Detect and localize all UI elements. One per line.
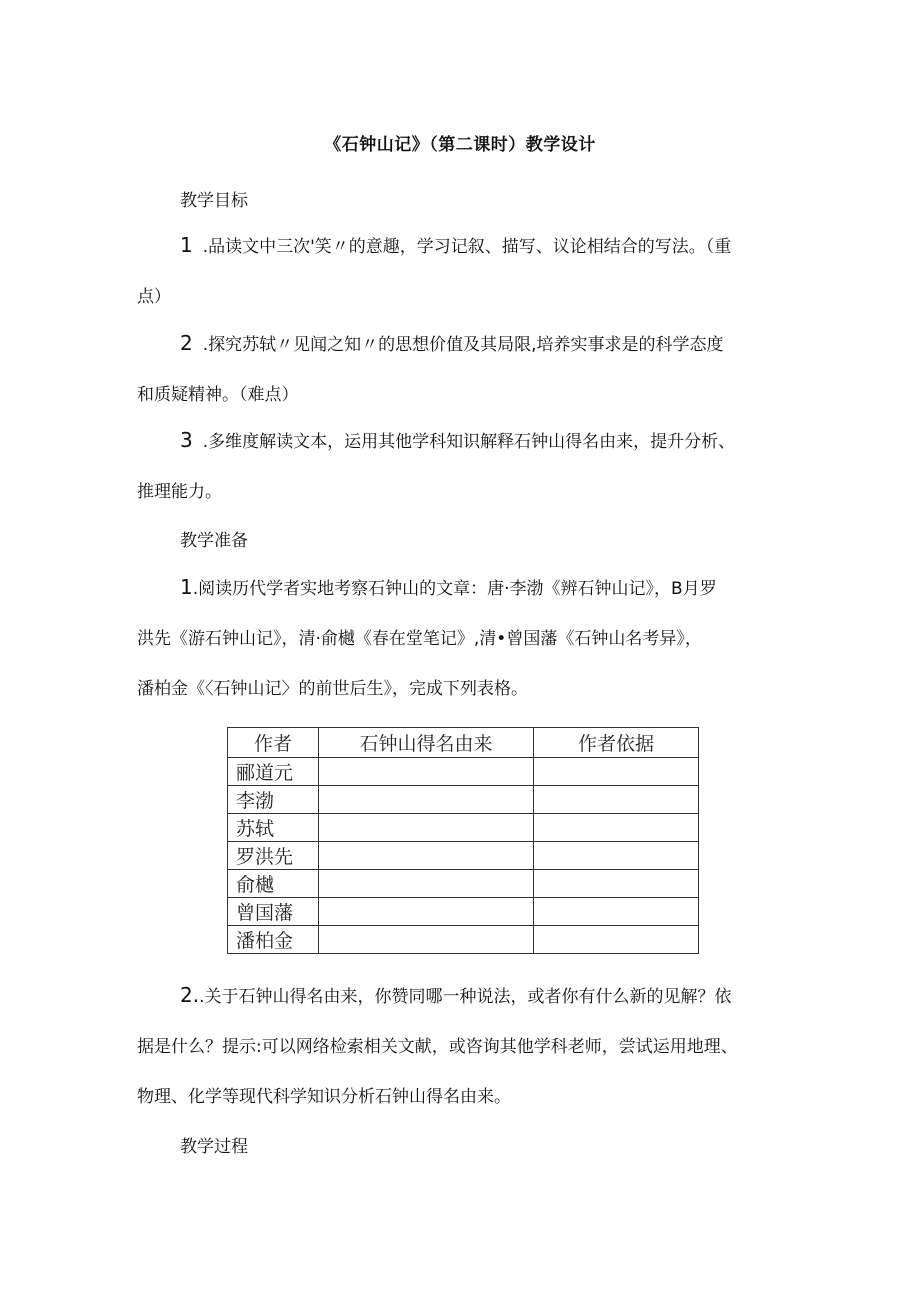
item-text-cont: 推理能力。 bbox=[137, 482, 222, 502]
table-header-row bbox=[228, 728, 699, 758]
item-text: .关于石钟山得名由来，你赞同哪一种说法，或者你有什么新的见解？依 bbox=[199, 987, 732, 1007]
item-text-cont: 据是什么？提示:可以网络检索相关文献，或咨询其他学科老师，尝试运用地理、 bbox=[137, 1037, 738, 1057]
origin-cell[interactable] bbox=[319, 870, 534, 898]
item-number: 3 bbox=[180, 428, 193, 452]
preparation-item-1 bbox=[137, 562, 797, 714]
document-title: 《石钟山记》（第二课时）教学设计 bbox=[324, 135, 596, 155]
item-text-cont: 物理、化学等现代科学知识分析石钟山得名由来。 bbox=[137, 1087, 511, 1107]
table-row bbox=[228, 926, 699, 954]
objectives-heading: 教学目标 bbox=[180, 191, 248, 211]
item-text: .多维度解读文本，运用其他学科知识解释石钟山得名由来，提升分析、 bbox=[202, 432, 736, 452]
table-row bbox=[228, 786, 699, 814]
objective-item-1 bbox=[137, 220, 797, 322]
item-number: 1 bbox=[180, 575, 193, 599]
col-header-evidence: 作者依据 bbox=[534, 728, 699, 758]
author-cell: 俞樾 bbox=[228, 870, 319, 898]
author-cell: 李渤 bbox=[228, 786, 319, 814]
author-cell: 潘柏金 bbox=[228, 926, 319, 954]
evidence-cell[interactable] bbox=[534, 814, 699, 842]
evidence-cell[interactable] bbox=[534, 870, 699, 898]
table-row bbox=[228, 758, 699, 786]
preparation-heading: 教学准备 bbox=[180, 531, 248, 551]
process-heading: 教学过程 bbox=[180, 1137, 248, 1157]
item-text: .品读文中三次'笑〃的意趣，学习记叙、描写、议论相结合的写法。（重 bbox=[202, 237, 732, 257]
item-number: 2 bbox=[180, 331, 193, 355]
item-text-cont: 和质疑精神。（难点） bbox=[137, 385, 299, 405]
naming-origin-table bbox=[227, 727, 699, 954]
origin-cell[interactable] bbox=[319, 926, 534, 954]
preparation-item-2 bbox=[137, 970, 797, 1122]
item-number: 1 bbox=[180, 233, 193, 257]
col-header-origin: 石钟山得名由来 bbox=[319, 728, 534, 758]
table-row bbox=[228, 842, 699, 870]
item-number: 2. bbox=[180, 983, 200, 1007]
evidence-cell[interactable] bbox=[534, 758, 699, 786]
author-cell: 郦道元 bbox=[228, 758, 319, 786]
item-text-cont: 潘柏金《〈石钟山记〉的前世后生》，完成下列表格。 bbox=[137, 679, 528, 699]
table-row bbox=[228, 898, 699, 926]
item-text-cont: 洪先《游石钟山记》，清·俞樾《春在堂笔记》,清•曾国藩《石钟山名考异》， bbox=[137, 629, 702, 649]
table-row bbox=[228, 814, 699, 842]
col-header-author: 作者 bbox=[228, 728, 319, 758]
evidence-cell[interactable] bbox=[534, 842, 699, 870]
evidence-cell[interactable] bbox=[534, 898, 699, 926]
evidence-cell[interactable] bbox=[534, 926, 699, 954]
origin-cell[interactable] bbox=[319, 814, 534, 842]
origin-cell[interactable] bbox=[319, 758, 534, 786]
objective-item-3 bbox=[137, 415, 797, 517]
author-cell: 曾国藩 bbox=[228, 898, 319, 926]
item-text: .阅读历代学者实地考察石钟山的文章：唐·李渤《辨石钟山记》，B月罗 bbox=[192, 579, 717, 599]
author-cell: 罗洪先 bbox=[228, 842, 319, 870]
author-cell: 苏轼 bbox=[228, 814, 319, 842]
objective-item-2 bbox=[137, 318, 797, 420]
item-text-cont: 点） bbox=[137, 287, 171, 307]
table-row bbox=[228, 870, 699, 898]
origin-cell[interactable] bbox=[319, 898, 534, 926]
origin-cell[interactable] bbox=[319, 842, 534, 870]
item-text: .探究苏轼〃见闻之知〃的思想价值及其局限,培养实事求是的科学态度 bbox=[202, 335, 724, 355]
evidence-cell[interactable] bbox=[534, 786, 699, 814]
origin-cell[interactable] bbox=[319, 786, 534, 814]
